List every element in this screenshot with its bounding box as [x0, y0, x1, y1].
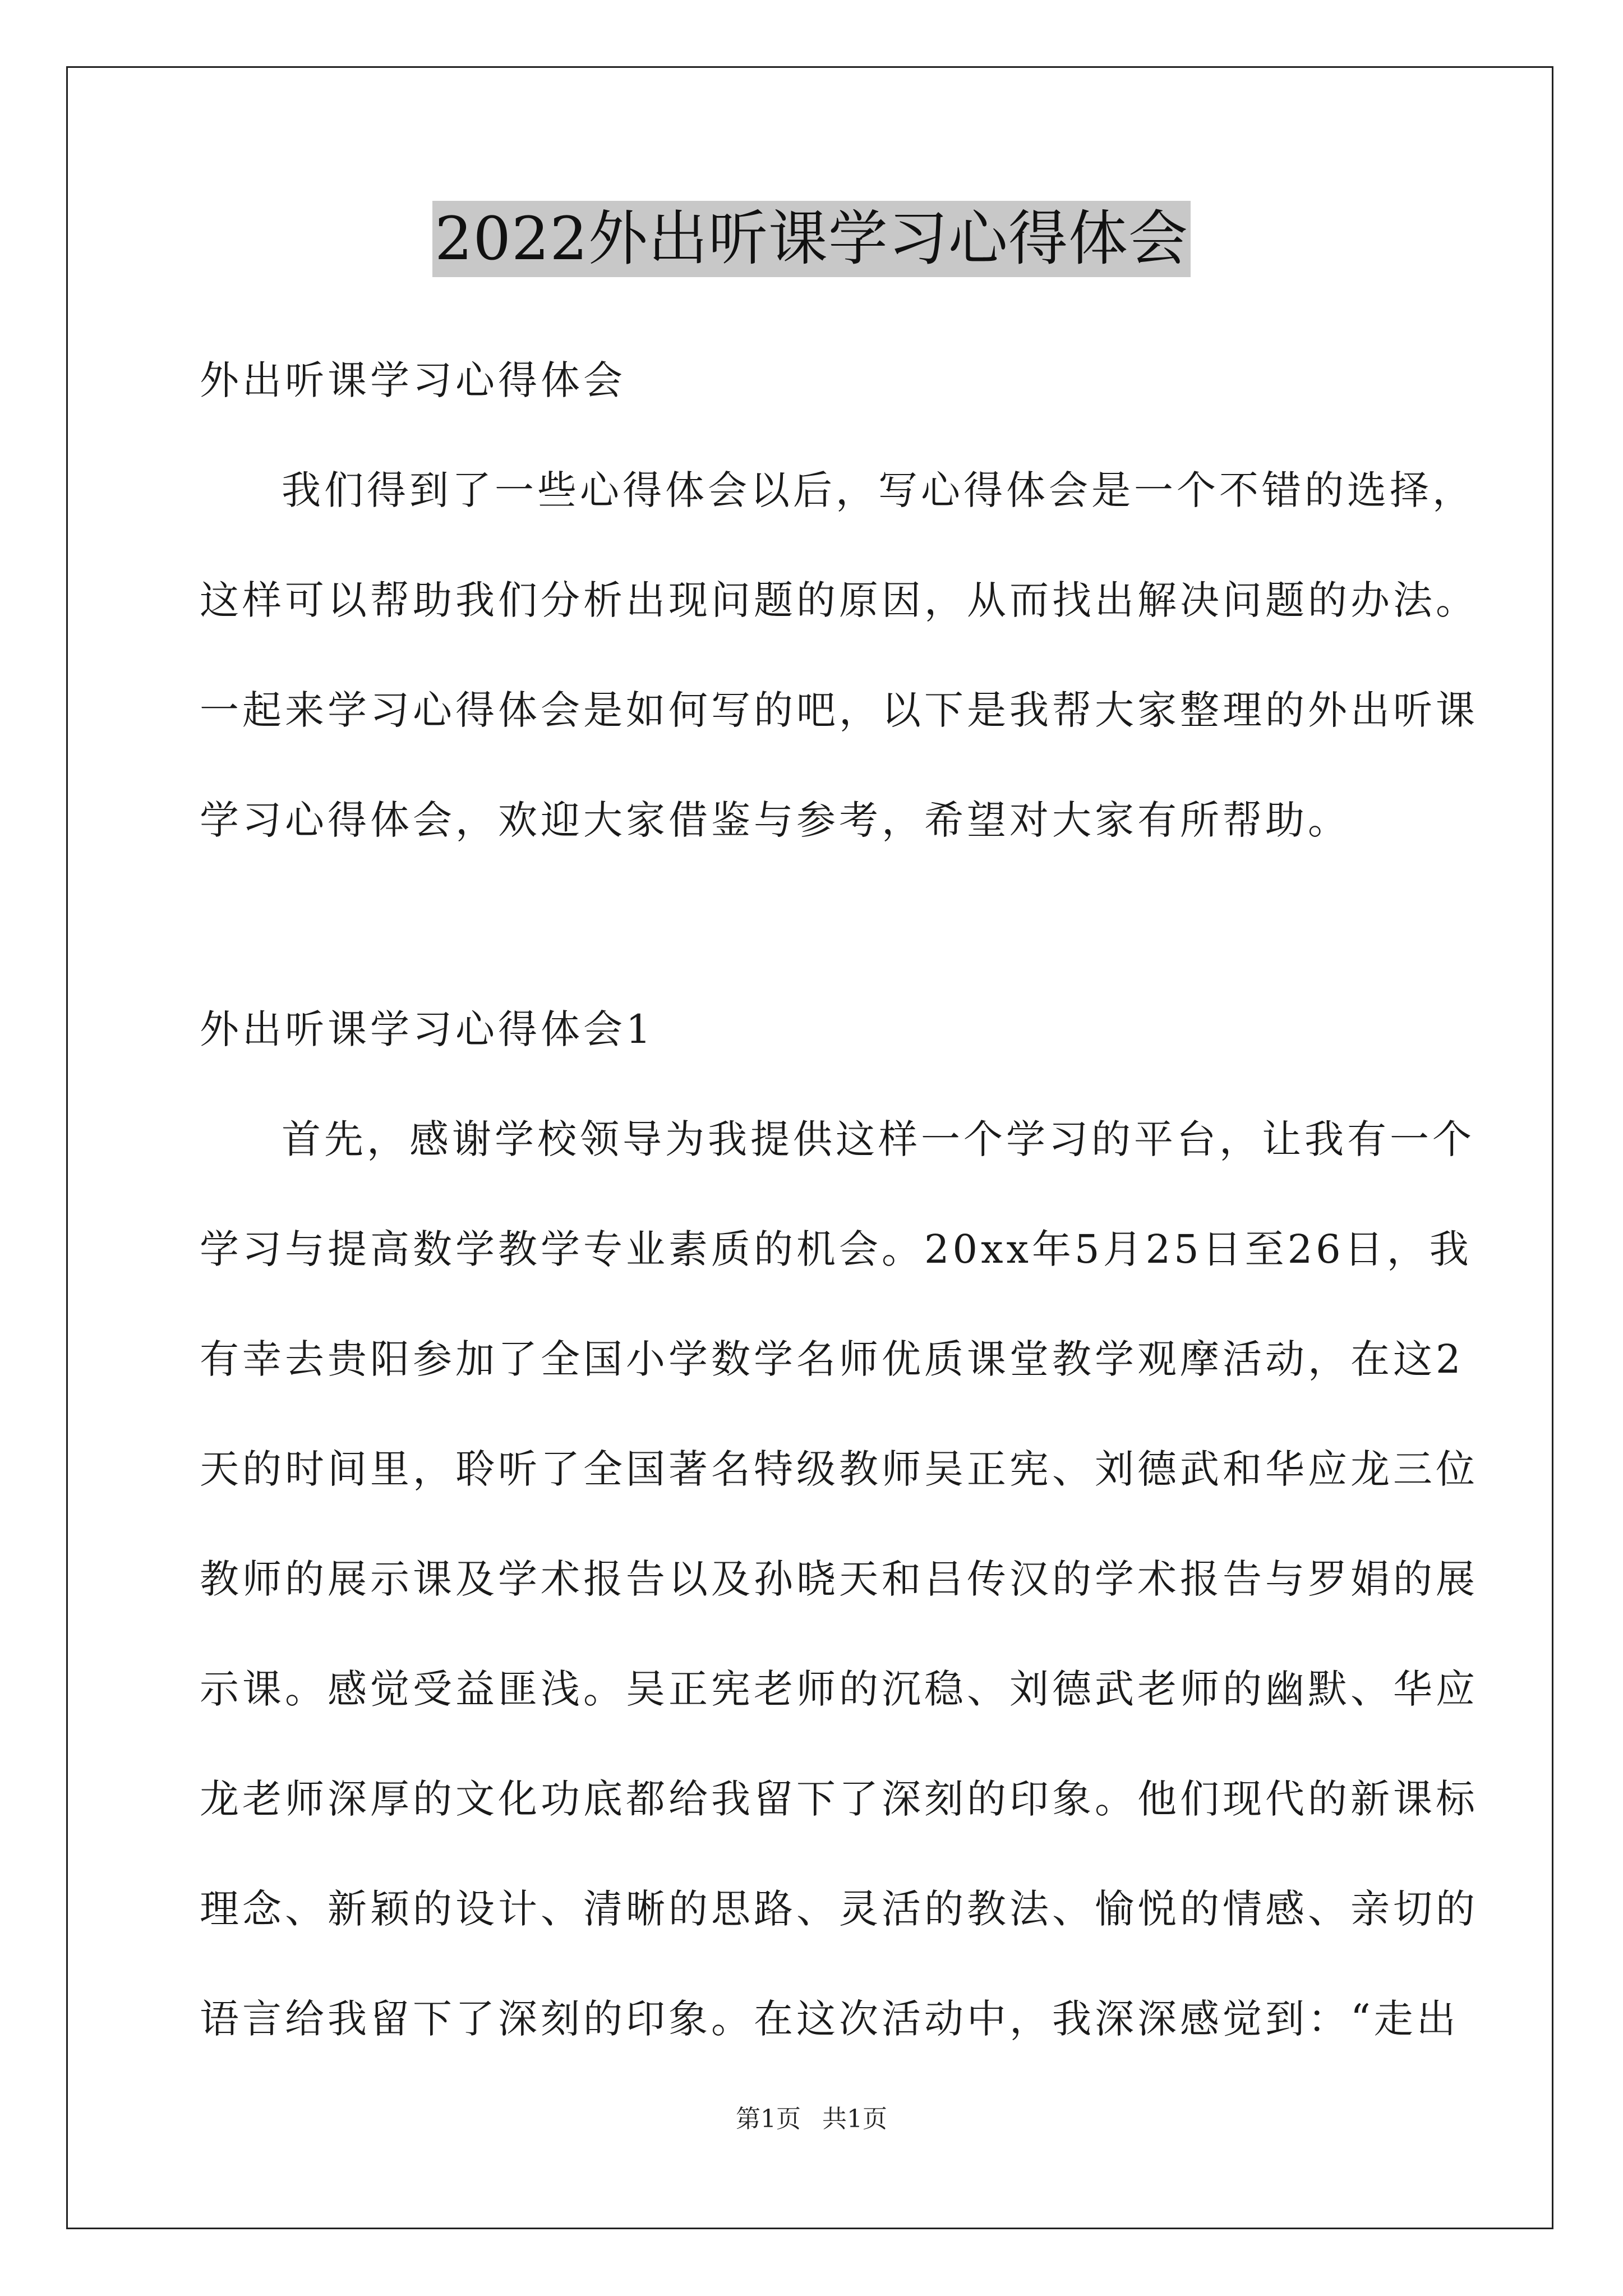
page-footer: [0, 2102, 1623, 2136]
document-body-intro: [200, 325, 1478, 875]
paragraph-line: 教师的展示课及学术报告以及孙晓天和吕传汉的学术报告与罗娟的展: [200, 1556, 1478, 1602]
page-number-total: 共1页: [822, 2105, 887, 2133]
paragraph-line: 一起来学习心得体会是如何写的吧，以下是我帮大家整理的外出听课: [200, 687, 1478, 733]
paragraph-line: 学习心得体会，欢迎大家借鉴与参考，希望对大家有所帮助。: [200, 797, 1350, 843]
paragraph-line: 这样可以帮助我们分析出现问题的原因，从而找出解决问题的办法。: [200, 577, 1478, 623]
paragraph-line: 我们得到了一些心得体会以后，写心得体会是一个不错的选择，: [282, 467, 1475, 513]
document-title: 2022外出听课学习心得体会: [432, 201, 1191, 277]
paragraph-line: 理念、新颖的设计、清晰的思路、灵活的教法、愉悦的情感、亲切的: [200, 1886, 1478, 1932]
page-number-current: 第1页: [736, 2105, 801, 2133]
document-body-section-1: [200, 974, 1478, 2074]
subtitle: 外出听课学习心得体会: [200, 357, 626, 403]
title-container: [0, 201, 1623, 277]
paragraph-line: 语言给我留下了深刻的印象。在这次活动中，我深深感觉到：“走出: [200, 1996, 1459, 2042]
paragraph-line: 天的时间里，聆听了全国著名特级教师吴正宪、刘德武和华应龙三位: [200, 1446, 1478, 1492]
paragraph-line: 首先，感谢学校领导为我提供这样一个学习的平台，让我有一个: [282, 1116, 1475, 1162]
paragraph-line: 示课。感觉受益匪浅。吴正宪老师的沉稳、刘德武老师的幽默、华应: [200, 1666, 1478, 1712]
paragraph-line: 有幸去贵阳参加了全国小学数学名师优质课堂教学观摩活动，在这2: [200, 1336, 1464, 1382]
section-heading: 外出听课学习心得体会1: [200, 1006, 654, 1052]
paragraph-line: 学习与提高数学教学专业素质的机会。20xx年5月25日至26日，我: [200, 1226, 1472, 1272]
paragraph-line: 龙老师深厚的文化功底都给我留下了深刻的印象。他们现代的新课标: [200, 1776, 1478, 1822]
